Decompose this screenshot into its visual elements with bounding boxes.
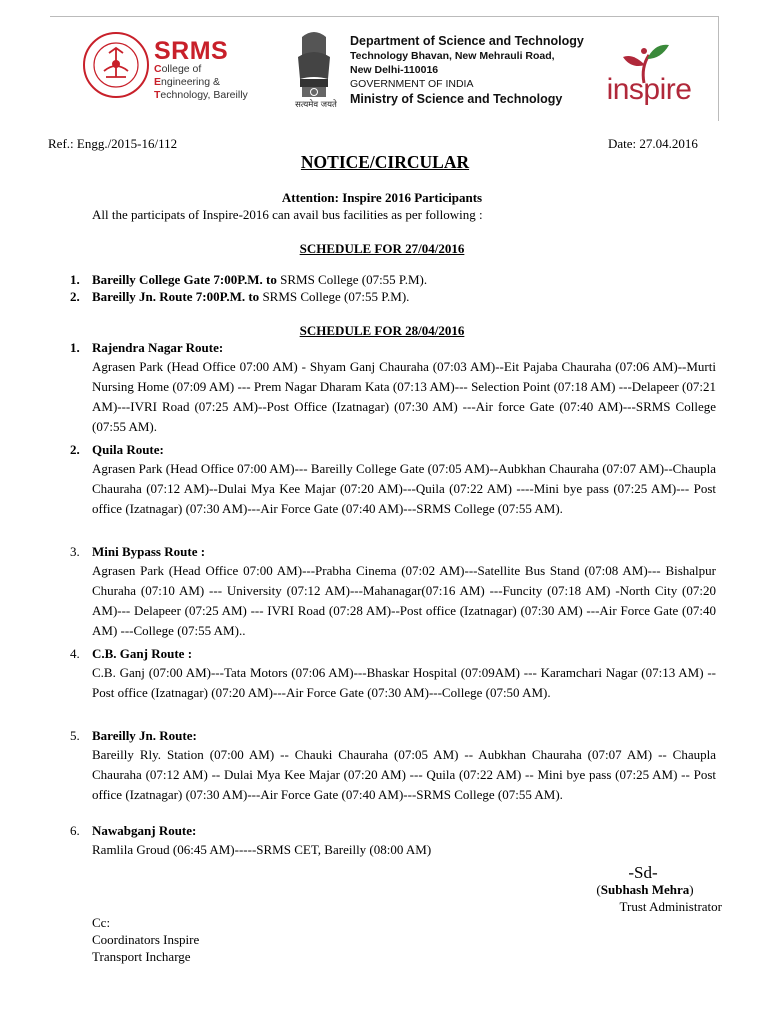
cc-recipient: Coordinators Inspire (92, 932, 200, 947)
srms-seal-logo (82, 31, 150, 99)
route-bareilly-jn (92, 728, 716, 805)
signatory-title: Trust Administrator (619, 899, 722, 914)
srms-name: SRMS (154, 37, 229, 65)
route-mini-bypass (92, 544, 716, 641)
notice-title: NOTICE/CIRCULAR (300, 152, 470, 172)
route-number: 2. (70, 442, 80, 457)
schedule-1-item: Bareilly College Gate 7:00P.M. to SRMS College (07:55 P.M). (92, 272, 428, 287)
letterhead (50, 16, 719, 121)
route-description: Bareilly Rly. Station (07:00 AM) -- Chauki Chauraha (07:05 AM) -- Aubkhan Chauraha (07:07 AM) -- Chaupla Chauraha (07:12 AM) -- Dulai Mya Kee Majar (07:20 AM) --- Quila (07:22 AM) -- Mini bye pass (07:25 AM) -- Post office (Izatnagar) (07:30 AM)---Air Force Gate (07:40 AM)---SRMS College (07:55 AM). (92, 747, 716, 802)
route-description: Ramlila Groud (06:45 AM)-----SRMS CET, Bareilly (08:00 AM) (92, 842, 432, 857)
route-name: C.B. Ganj Route : (92, 646, 193, 661)
dst-line-2: Technology Bhavan, New Mehrauli Road, (350, 50, 555, 62)
srms-line-college: College of (154, 63, 202, 75)
route-number: 3. (70, 544, 80, 559)
route-name: Quila Route: (92, 442, 164, 457)
schedule-1-heading: SCHEDULE FOR 27/04/2016 (299, 241, 465, 256)
route-description: Agrasen Park (Head Office 07:00 AM) - Shyam Ganj Chauraha (07:03 AM)--Eit Pajaba Chauraha (07:06 AM)--Murti Nursing Home (07:09 AM) --- Prem Nagar Dharam Kata (07:13 AM)--- Selection Point (07:18 AM) ---Delapeer (07:21 AM)---IVRI Road (07:25 AM)--Post Office (Izatnagar) (07:30 AM) ---Air force Gate (07:40 AM)---SRMS College (07:55 AM). (92, 359, 716, 434)
route-name: Bareilly Jn. Route: (92, 728, 197, 743)
route-number: 4. (70, 646, 80, 661)
reference-number: Ref.: Engg./2015-16/112 (48, 136, 178, 151)
signature-mark: -Sd- (628, 863, 658, 882)
route-description: C.B. Ganj (07:00 AM)---Tata Motors (07:06 AM)---Bhaskar Hospital (07:09AM) --- Karamchari Nagar (07:13 AM) -- Post office (Izatnagar) (07:20 AM)---Air Force Gate (07:30 AM)---College (07:50 AM). (92, 665, 716, 700)
schedule-1-item-number: 2. (70, 289, 80, 304)
route-name: Rajendra Nagar Route: (92, 340, 224, 355)
route-name: Mini Bypass Route : (92, 544, 206, 559)
route-description: Agrasen Park (Head Office 07:00 AM)--- Bareilly College Gate (07:05 AM)--Aubkhan Chauraha (07:07 AM)--Chaupla Chauraha (07:12 AM)--Dulai Mya Kee Majar (07:20 AM)---Quila (07:22 AM) ----Mini bye pass (07:25 AM)--- Post office (Izatnagar) (07:30 AM)---Air Force Gate (07:40 AM)---SRMS College (07:55 AM). (92, 461, 716, 516)
dst-line-3: New Delhi-110016 (350, 64, 439, 76)
route-number: 6. (70, 823, 80, 838)
cc-recipient: Transport Incharge (92, 949, 191, 964)
dst-line-1: Department of Science and Technology (350, 34, 584, 48)
cc-label: Cc: (92, 915, 111, 930)
emblem-motto: सत्यमेव जयते (295, 100, 337, 110)
schedule-1-item-number: 1. (70, 272, 80, 287)
cc-block (92, 914, 199, 965)
route-rajendra-nagar (92, 340, 716, 437)
route-cb-ganj (92, 646, 716, 703)
dst-line-5: Ministry of Science and Technology (350, 92, 563, 106)
signatory-name: (Subhash Mehra) (596, 882, 694, 897)
srms-line-engineering: Engineering & (154, 76, 220, 88)
route-number: 1. (70, 340, 80, 355)
route-name: Nawabganj Route: (92, 823, 197, 838)
notice-date: Date: 27.04.2016 (608, 136, 698, 151)
route-quila (92, 442, 716, 519)
srms-wordmark (154, 39, 248, 102)
dst-address-block (350, 33, 584, 107)
dst-line-4: GOVERNMENT OF INDIA (350, 78, 474, 90)
schedule-1-item: Bareilly Jn. Route 7:00P.M. to SRMS College (07:55 P.M). (92, 289, 410, 304)
route-nawabganj (92, 823, 716, 860)
srms-line-technology: Technology, Bareilly (154, 89, 248, 101)
attention-line: Attention: Inspire 2016 Participants (281, 190, 483, 205)
schedule-2-heading: SCHEDULE FOR 28/04/2016 (299, 323, 465, 338)
route-description: Agrasen Park (Head Office 07:00 AM)---Prabha Cinema (07:02 AM)---Satellite Bus Stand (07:08 AM)--- Bishalpur Churaha (07:10 AM) --- University (07:12 AM)---Mahanagar(07:16 AM) ---Funcity (07:18 AM) -North City (07:20 AM)--- Delapeer (07:25 AM) --- IVRI Road (07:28 AM)--Post office (Izatnagar) (07:30 AM) ---Air Force Gate (07:40 AM) ---College (07:55 AM).. (92, 563, 716, 638)
route-number: 5. (70, 728, 80, 743)
inspire-wordmark: inspire (606, 73, 692, 106)
intro-text: All the participats of Inspire-2016 can avail bus facilities as per following : (92, 207, 483, 222)
